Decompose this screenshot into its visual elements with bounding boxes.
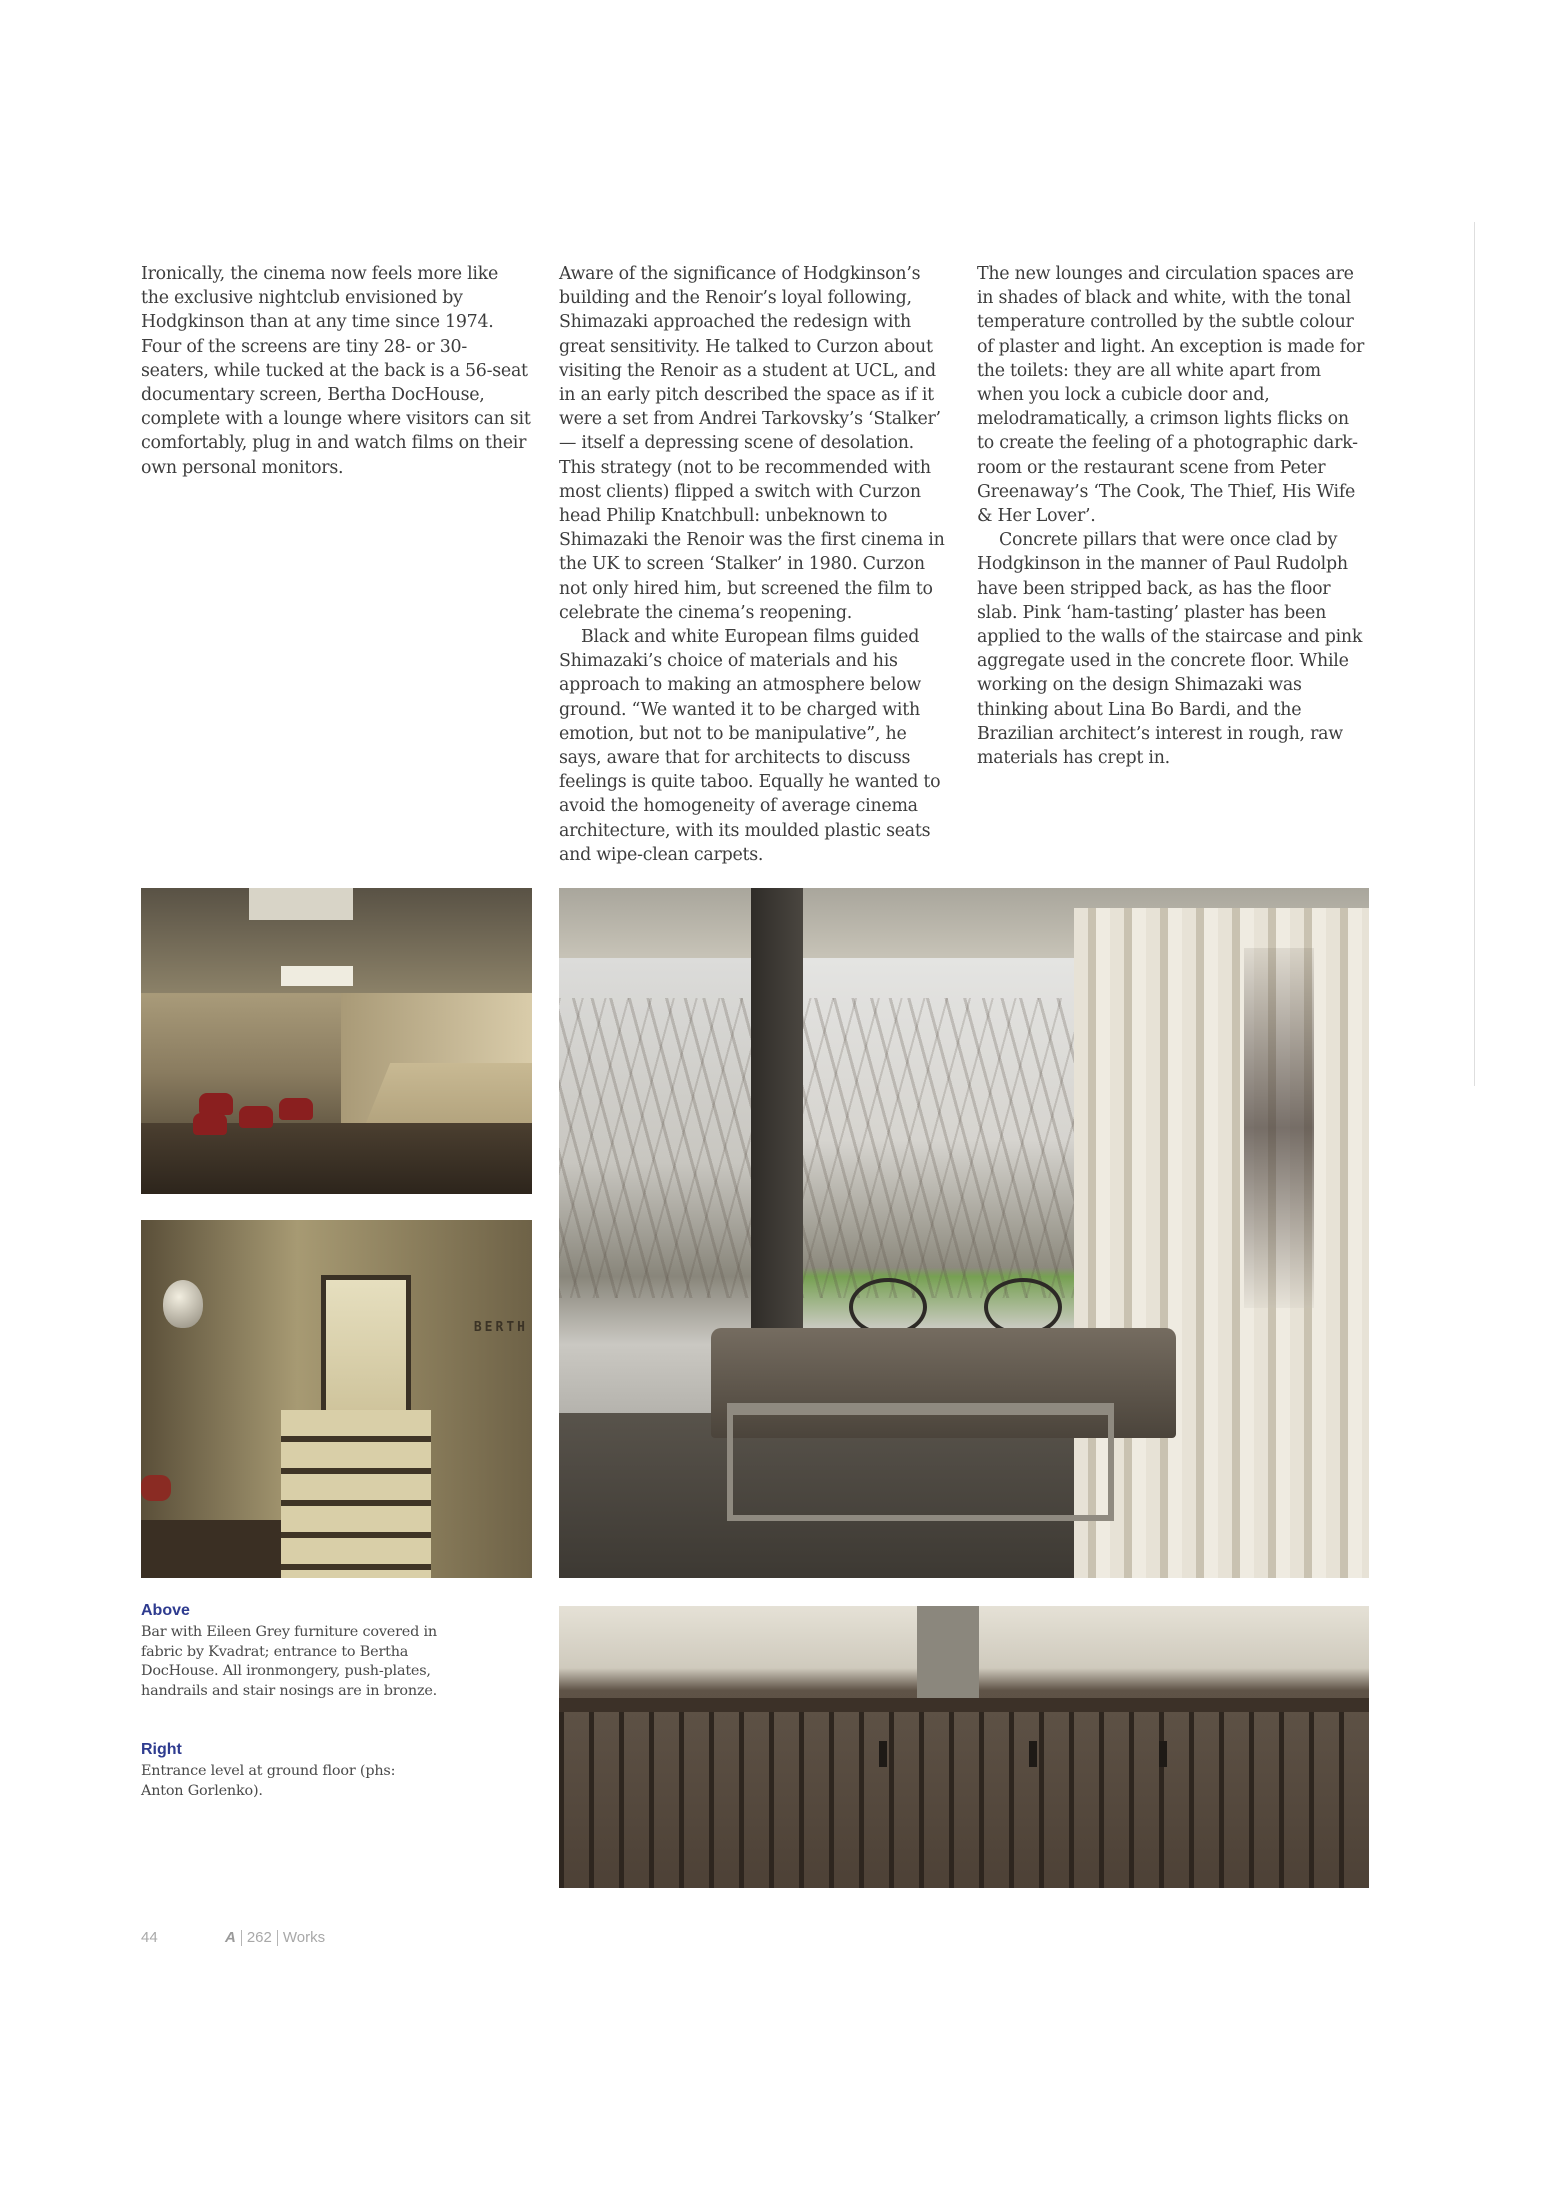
handrail bbox=[559, 1698, 1369, 1712]
skylight bbox=[281, 966, 353, 986]
photo-ground-floor-lounge bbox=[559, 888, 1369, 1578]
photo-stairwell bbox=[559, 1606, 1369, 1888]
column bbox=[917, 1606, 979, 1706]
paragraph: Concrete pillars that were once clad by Hodgkinson in the manner of Paul Rudolph have been stripped back, as has the floor slab. Pink ‘ham-tasting’ plaster has been applied to the walls of the staircase and pink aggregate used in the concrete floor. While working on the design Shimazaki was thinking about Lina Bo Bardi, and the Brazilian architect’s interest in rough, raw materials has crept in. bbox=[977, 530, 1363, 769]
photo-entrance-bertha-dochouse bbox=[141, 1220, 532, 1578]
balustrade bbox=[559, 1712, 1369, 1888]
red-chair bbox=[199, 1093, 233, 1115]
folio bbox=[225, 1929, 325, 1946]
trees bbox=[559, 998, 1111, 1298]
caption-heading-right: Right bbox=[141, 1741, 182, 1758]
red-chair bbox=[239, 1106, 273, 1128]
paragraph: Ironically, the cinema now feels more like the exclusive nightclub envisioned by Hodgkinson than at any time since 1974. Four of the screens are tiny 28- or 30-seaters, while tucked at the back is a 56-seat documentary screen, Bertha DocHouse, complete with a lounge where visitors can sit comfortably, plug in and watch films on their own personal monitors. bbox=[141, 264, 531, 478]
paragraph: The new lounges and circulation spaces are in shades of black and white, with the tonal temperature controlled by the subtle colour of plaster and light. An exception is made for the toilets: they are all white apart from when you lock a cubicle door and, melodramatically, a crimson lights flicks on to create the feeling of a photographic dark-room or the restaurant scene from Peter Greenaway’s ‘The Cook, The Thief, His Wife & Her Lover’. bbox=[977, 264, 1365, 527]
staircase bbox=[281, 1410, 431, 1578]
wall-sign: BERTH bbox=[473, 1320, 528, 1335]
wall-light bbox=[879, 1741, 887, 1767]
text-column-2 bbox=[559, 262, 949, 867]
red-chair bbox=[141, 1475, 171, 1501]
red-chair bbox=[193, 1113, 227, 1135]
paragraph: Aware of the significance of Hodgkinson’s building and the Renoir’s loyal following, Shimazaki approached the redesign with great sensitivity. He talked to Curzon about visiting the Renoir as a student at UCL, and in an early pitch described the space as if it were a set from Andrei Tarkovsky’s ‘Stalker’ — itself a depressing scene of desolation. This strategy (not to be recommended with most clients) flipped a switch with Curzon head Philip Knatchbull: unbeknown to Shimazaki the Renoir was the first cinema in the UK to screen ‘Stalker’ in 1980. Curzon not only hired him, but screened the film to celebrate the cinema’s reopening. bbox=[559, 264, 945, 623]
wall-light bbox=[1029, 1741, 1037, 1767]
caption-body-above: Bar with Eileen Grey furniture covered in fabric by Kvadrat; entrance to Bertha DocHouse. All ironmongery, push-plates, handrails and stair nosings are in bronze. bbox=[141, 1624, 438, 1699]
floor bbox=[141, 1520, 281, 1578]
issue-number: 262 bbox=[246, 1929, 272, 1946]
magazine-logo: A bbox=[225, 1929, 236, 1946]
caption-body-right: Entrance level at ground floor (phs: Anton Gorlenko). bbox=[141, 1763, 396, 1799]
pendant-lamp bbox=[163, 1280, 203, 1328]
section-name: Works bbox=[282, 1929, 326, 1946]
text-column-3 bbox=[977, 262, 1367, 770]
caption-heading-above: Above bbox=[141, 1602, 190, 1619]
paragraph: Black and white European films guided Shimazaki’s choice of materials and his approach to making an atmosphere below ground. “We wanted it to be charged with emotion, but not to be manipulative”, he says, aware that for architects to discuss feelings is quite taboo. Equally he wanted to avoid the homogeneity of average cinema architecture, with its moulded plastic seats and wipe-clean carpets. bbox=[559, 627, 941, 865]
red-chair bbox=[279, 1098, 313, 1120]
page-number: 44 bbox=[141, 1929, 158, 1946]
curtain bbox=[1074, 908, 1369, 1578]
skylight bbox=[249, 888, 353, 920]
table bbox=[727, 1403, 1114, 1521]
text-column-1 bbox=[141, 262, 531, 480]
separator bbox=[241, 1930, 242, 1946]
curtain-shadow bbox=[1244, 948, 1314, 1308]
separator bbox=[277, 1930, 278, 1946]
photo-bar-lounge bbox=[141, 888, 532, 1194]
wall-light bbox=[1159, 1741, 1167, 1767]
column-rule bbox=[1474, 222, 1475, 1086]
